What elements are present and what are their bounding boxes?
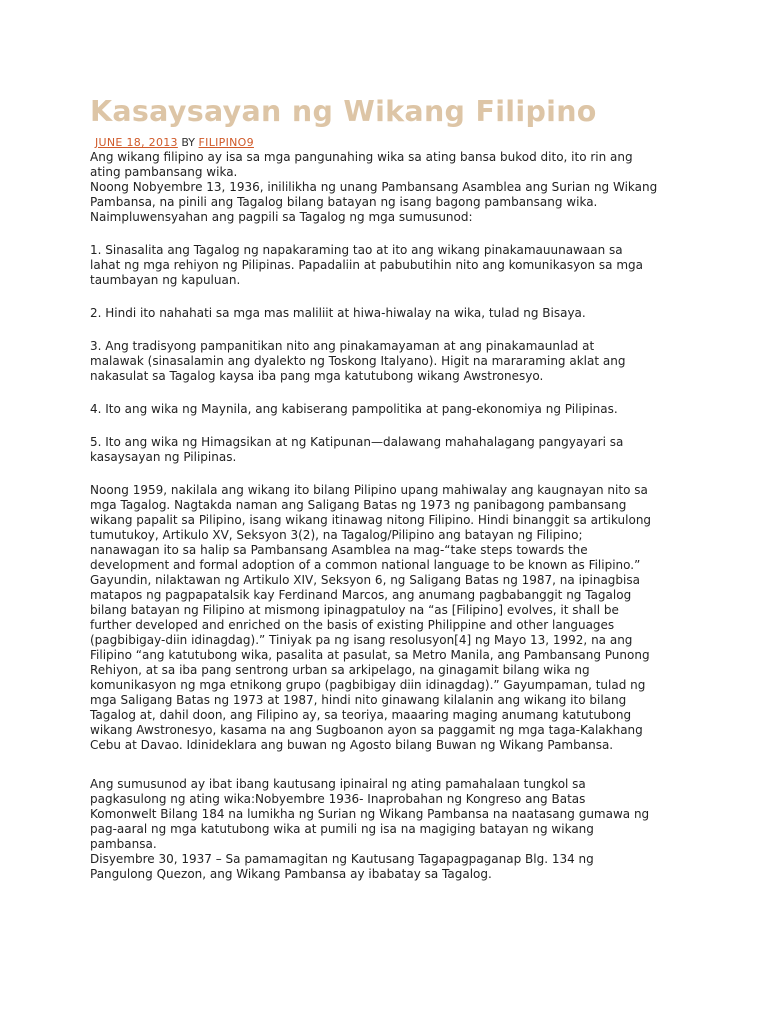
paragraph-disyembre-1937: Disyembre 30, 1937 – Sa pamamagitan ng Kautusang Tagapagpaganap Blg. 134 ng Pangulong Quezon, ang Wikang Pambansa ay ibabatay sa Tagalog. — [90, 852, 594, 881]
list-item-1: 1. Sinasalita ang Tagalog ng napakaraming tao at ito ang wikang pinakamauunawaan sa lahat ng mga rehiyon ng Pilipinas. Papadaliin at pabubutihin nito ang komunikasyon sa mga taumbayan ng kapuluan. — [90, 243, 644, 287]
post-date-link[interactable]: JUNE 18, 2013 — [95, 136, 178, 149]
paragraph-1959: Noong 1959, nakilala ang wikang ito bilang Pilipino upang mahiwalay ang kaugnayan nito sa mga Tagalog. Nagtakda naman ang Saligang Batas ng 1973 ng panibagong pambansang wikang papalit sa Pilipino, isang wikang itinawag nitong Filipino. Hindi binanggit sa artikulong tumutukoy, Artikulo XV, Seksyon 3(2), na Tagalog/Pilipino ang batayan ng Filipino; nanawagan ito sa halip sa Pambansang Asamblea na mag-“take steps towards the development and formal adoption of a common national language to be known as Filipino.” Gayundin, nilaktawan ng Artikulo XIV, Seksyon 6, ng Saligang Batas ng 1987, na ipinagbisa matapos ng pagpapatalsik kay Ferdinand Marcos, ang anumang pagbabanggit ng Tagalog bilang batayan ng Filipino at mismong ipinagpatuloy na “as [Filipino] evolves, it shall be further developed and enriched on the basis of existing Philippine and other languages (pagbibigay-diin idinagdag).” Tiniyak pa ng isang resolusyon[4] ng Mayo 13, 1992, na ang Filipino “ang katutubong wika, pasalita at pasulat, sa Metro Manila, ang Pambansang Punong Rehiyon, at sa iba pang sentrong urban sa arkipelago, na ginagamit bilang wika ng komunikasyon ng mga etnikong grupo (pagbibigay diin idinagdag).” Gayumpaman, tulad ng mga Saligang Batas ng 1973 at 1987, hindi nito ginawang kilalanin ang wikang ito bilang Tagalog at, dahil doon, ang Filipino ay, sa teoriya, maaaring maging anumang katutubong wikang Awstronesyo, kasama na ang Sugboanon ayon sa paggamit ng mga taga-Kalakhang Cebu at Davao. Idinideklara ang buwan ng Agosto bilang Buwan ng Wikang Pambansa. — [90, 483, 652, 752]
post-meta-by: BY — [181, 136, 196, 149]
post-author-link[interactable]: FILIPINO9 — [198, 136, 254, 149]
paragraph-kautusan: Ang sumusunod ay ibat ibang kautusang ipinairal ng ating pamahalaan tungkol sa pagkasulong ng ating wika:Nobyembre 1936- Inaprobahan ng Kongreso ang Batas Komonwelt Bilang 184 na lumikha ng Surian ng Wikang Pambansa na naatasang gumawa ng pag-aaral ng mga katutubong wika at pumili ng isa na magiging batayan ng wikang pambansa. — [90, 777, 650, 851]
paragraph-history: Noong Nobyembre 13, 1936, inililikha ng unang Pambansang Asamblea ang Surian ng Wikang Pambansa, na pinili ang Tagalog bilang batayan ng isang bagong pambansang wika. Naimpluwensyahan ang pagpili sa Tagalog ng mga sumusunod: — [90, 180, 658, 224]
list-item-4: 4. Ito ang wika ng Maynila, ang kabiserang pampolitika at pang-ekonomiya ng Pilipinas. — [90, 402, 618, 416]
article-body — [90, 150, 690, 882]
list-item-5: 5. Ito ang wika ng Himagsikan at ng Katipunan—dalawang mahahalagang pangyayari sa kasaysayan ng Pilipinas. — [90, 435, 624, 464]
list-item-3: 3. Ang tradisyong pampanitikan nito ang pinakamayaman at ang pinakamaunlad at malawak (sinasalamin ang dyalekto ng Toskong Italyano). Higit na mararaming aklat ang nakasulat sa Tagalog kaysa iba pang mga katutubong wikang Awstronesyo. — [90, 339, 626, 383]
paragraph-intro: Ang wikang filipino ay isa sa mga pangunahing wika sa ating bansa bukod dito, ito rin ang ating pambansang wika. — [90, 150, 633, 179]
article-title: Kasaysayan ng Wikang Filipino — [90, 95, 597, 128]
list-item-2: 2. Hindi ito nahahati sa mga mas maliliit at hiwa-hiwalay na wika, tulad ng Bisaya. — [90, 306, 586, 320]
post-meta — [95, 136, 690, 150]
article — [90, 92, 690, 882]
